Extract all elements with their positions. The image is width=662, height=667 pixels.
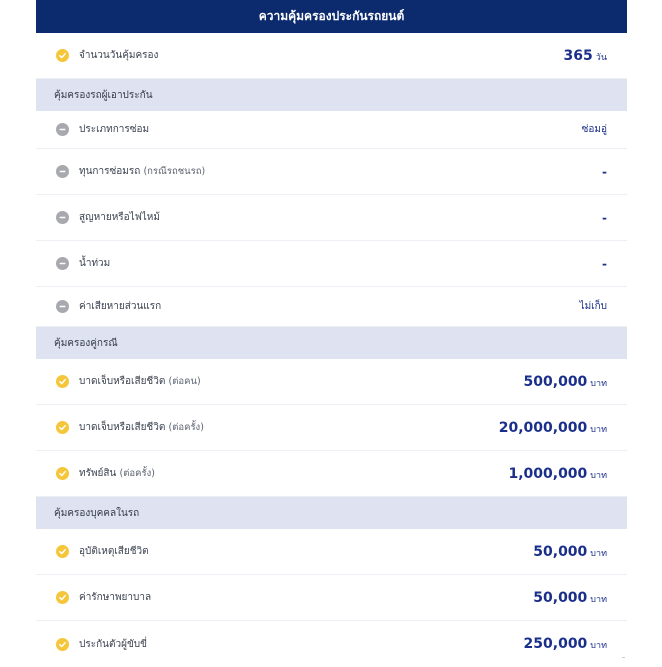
- row-label-note: (ต่อครั้ง): [119, 468, 155, 479]
- row-unit: บาท: [590, 470, 607, 481]
- minus-circle-icon: [56, 165, 69, 178]
- row-label: ค่าเสียหายส่วนแรก: [79, 301, 162, 312]
- minus-circle-icon: [56, 211, 69, 224]
- injury-per-person-row: [36, 359, 627, 405]
- check-circle-icon: [56, 49, 69, 62]
- row-label-main: บาดเจ็บหรือเสียชีวิต: [79, 376, 166, 387]
- row-label-main: บาดเจ็บหรือเสียชีวิต: [79, 422, 166, 433]
- section-title: คุ้มครองบุคคลในรถ: [54, 507, 140, 519]
- check-circle-icon: [56, 545, 69, 558]
- row-label: [79, 164, 205, 179]
- section-title: คุ้มครองคู่กรณี: [54, 337, 118, 349]
- check-circle-icon: [56, 421, 69, 434]
- row-label: สูญหายหรือไฟไหม้: [79, 212, 160, 223]
- section-third-party: [36, 327, 627, 359]
- flood-row: [36, 241, 627, 287]
- row-unit: บาท: [590, 641, 607, 651]
- row-unit: วัน: [595, 52, 607, 63]
- repair-capital-row: [36, 149, 627, 195]
- row-label-note: (ต่อคน): [168, 376, 201, 387]
- row-label: [79, 466, 155, 481]
- row-value: -: [602, 256, 607, 271]
- row-value: 20,000,000: [498, 419, 588, 436]
- medical-row: [36, 575, 627, 621]
- row-label-main: ทรัพย์สิน: [79, 468, 117, 479]
- row-unit: บาท: [590, 548, 607, 559]
- check-circle-icon: [56, 467, 69, 480]
- row-label-note: (ต่อครั้ง): [168, 422, 204, 433]
- accident-death-row: [36, 529, 627, 575]
- divider: [622, 657, 625, 658]
- section-title: คุ้มครองรถผู้เอาประกัน: [54, 89, 153, 101]
- loss-fire-row: [36, 195, 627, 241]
- minus-circle-icon: [56, 257, 69, 270]
- row-value: ซ่อมอู่: [581, 124, 607, 135]
- row-value: 500,000: [523, 373, 588, 390]
- row-label-note: (กรณีรถชนรถ): [143, 166, 206, 177]
- injury-per-time-row: [36, 405, 627, 451]
- row-unit: บาท: [590, 378, 607, 389]
- repair-type-row: [36, 111, 627, 149]
- coverage-title: ความคุ้มครองประกันรถยนต์: [258, 9, 405, 23]
- row-unit: บาท: [590, 594, 607, 605]
- row-value: -: [602, 210, 607, 225]
- row-value: 250,000: [523, 636, 588, 652]
- row-label: ประเภทการซ่อม: [79, 124, 150, 135]
- row-label: [79, 420, 204, 435]
- row-value: ไม่เก็บ: [579, 301, 607, 312]
- coverage-panel: [36, 0, 627, 667]
- minus-circle-icon: [56, 123, 69, 136]
- property-row: [36, 451, 627, 497]
- check-circle-icon: [56, 638, 69, 651]
- row-label: จำนวนวันคุ้มครอง: [79, 50, 159, 61]
- check-circle-icon: [56, 591, 69, 604]
- coverage-days-row: [36, 33, 627, 79]
- row-label: ค่ารักษาพยาบาล: [79, 592, 152, 603]
- row-value: 1,000,000: [508, 465, 588, 482]
- row-label-main: ทุนการซ่อมรถ: [79, 166, 141, 177]
- row-label: [79, 374, 201, 389]
- section-own-vehicle: [36, 79, 627, 111]
- row-value: -: [602, 164, 607, 179]
- deductible-row: [36, 287, 627, 327]
- row-value: 365: [563, 47, 593, 64]
- check-circle-icon: [56, 375, 69, 388]
- section-passengers: [36, 497, 627, 529]
- row-value: 50,000: [533, 589, 588, 606]
- driver-bail-row: [36, 621, 627, 667]
- row-unit: บาท: [590, 424, 607, 435]
- row-label: น้ำท่วม: [79, 258, 111, 269]
- coverage-header: [36, 0, 627, 33]
- row-label: อุบัติเหตุเสียชีวิต: [79, 546, 149, 557]
- row-label: ประกันตัวผู้ขับขี่: [79, 638, 147, 650]
- minus-circle-icon: [56, 300, 69, 313]
- row-value: 50,000: [533, 543, 588, 560]
